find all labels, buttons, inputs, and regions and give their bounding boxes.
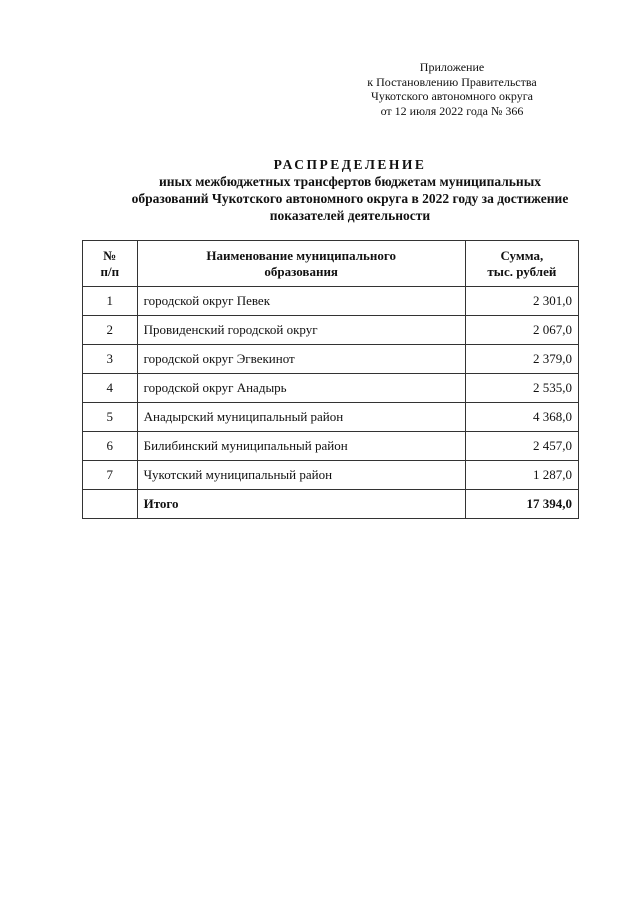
row-sum: 2 535,0: [465, 374, 578, 403]
total-label: Итого: [137, 490, 465, 519]
row-name: городской округ Певек: [137, 287, 465, 316]
row-sum: 1 287,0: [465, 461, 578, 490]
header-name-line-1: Наименование муниципального: [206, 247, 396, 263]
row-name: Билибинский муниципальный район: [137, 432, 465, 461]
header-number-line-1: №: [103, 247, 117, 263]
title-line-2: образований Чукотского автономного округа в 2022 году за достижение: [131, 191, 569, 206]
annex-line-3: Чукотского автономного округа: [371, 89, 533, 103]
header-name: [137, 241, 465, 287]
row-number: 3: [83, 345, 138, 374]
row-name: Чукотский муниципальный район: [137, 461, 465, 490]
table-row: [83, 287, 579, 316]
annex-header: [322, 60, 582, 118]
title-line-1: иных межбюджетных трансфертов бюджетам муниципальных: [159, 174, 541, 189]
row-sum: 2 379,0: [465, 345, 578, 374]
header-sum-line-1: Сумма,: [500, 247, 544, 263]
row-name: городской округ Анадырь: [137, 374, 465, 403]
table-row: [83, 345, 579, 374]
row-name: городской округ Эгвекинот: [137, 345, 465, 374]
distribution-table: [82, 240, 579, 519]
table-row: [83, 432, 579, 461]
table-total-row: [83, 490, 579, 519]
title-main: РАСПРЕДЕЛЕНИЕ: [273, 157, 427, 172]
row-number: 4: [83, 374, 138, 403]
row-sum: 2 457,0: [465, 432, 578, 461]
row-number: 6: [83, 432, 138, 461]
row-number: 7: [83, 461, 138, 490]
header-name-line-2: образования: [264, 263, 338, 279]
row-name: Провиденский городской округ: [137, 316, 465, 345]
annex-line-4: от 12 июля 2022 года № 366: [380, 103, 524, 118]
total-sum: 17 394,0: [465, 490, 578, 519]
table-row: [83, 374, 579, 403]
table-row: [83, 461, 579, 490]
row-number: 5: [83, 403, 138, 432]
table-row: [83, 403, 579, 432]
row-sum: 2 067,0: [465, 316, 578, 345]
header-number-line-2: п/п: [100, 263, 120, 279]
row-sum: 2 301,0: [465, 287, 578, 316]
header-sum: [465, 241, 578, 287]
row-number: 1: [83, 287, 138, 316]
annex-line-1: Приложение: [419, 60, 485, 74]
header-number: [83, 241, 138, 287]
header-sum-line-2: тыс. рублей: [487, 263, 557, 279]
row-number: 2: [83, 316, 138, 345]
row-sum: 4 368,0: [465, 403, 578, 432]
row-name: Анадырский муниципальный район: [137, 403, 465, 432]
table-row: [83, 316, 579, 345]
title-line-3: показателей деятельности: [269, 208, 431, 223]
annex-line-2: к Постановлению Правительства: [367, 74, 537, 89]
document-title: [60, 156, 640, 224]
table-header-row: [83, 241, 579, 287]
total-number-empty: [83, 490, 138, 519]
